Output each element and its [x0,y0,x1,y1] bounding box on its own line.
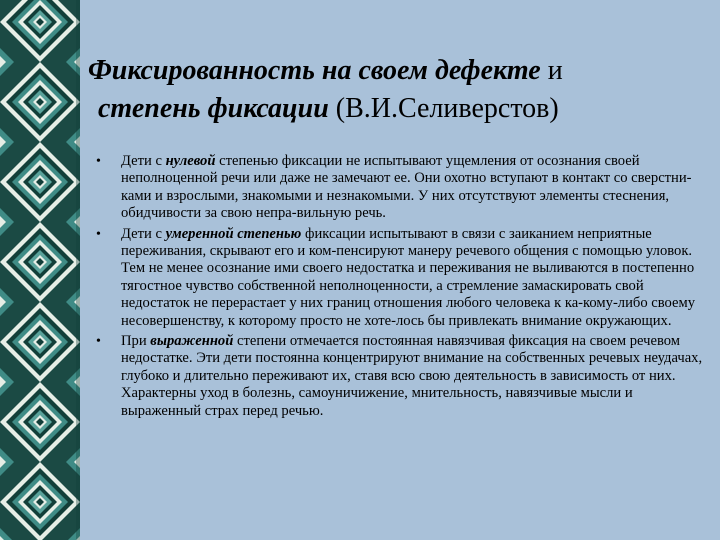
ornament-border [0,0,80,540]
bullet-list [96,153,708,423]
bullet-item-moderate-fixation [96,226,708,330]
bullet-text-after: степени отмечается постоянная навязчивая фиксация на своем речевом недостатке. Эти дети постоянна концентрируют внимание на собственных речевых неудачах, глубоко и длительно переживают их, ставя всю свою деятельность в зависимость от них. Характерны уход в болезнь, самоуничижение, мнительность, навязчивые мысли и выраженный страх перед речью. [121,333,703,419]
bullet-text-before: При [121,333,151,350]
bullet-item-zero-fixation [96,153,708,223]
bullet-text-after: степенью фиксации не испытывают ущемления от осознания своей неполноценной речи или даже не замечают ее. Они охотно вступают в контакт со сверстни-ками и взрослыми, знакомыми и незнакомыми. У них отсутствуют элементы стеснения, обидчивости за свою непра-вильную речь. [121,153,692,222]
slide-title [88,52,708,128]
bullet-emphasis: нулевой [165,153,216,169]
title-line-2-emphasis: степень фиксации [98,93,329,124]
title-line-2-plain: (В.И.Селиверстов) [328,93,559,124]
bullet-text-before: Дети с [121,225,166,242]
bullet-marker: • [96,226,101,242]
title-line-2 [88,90,708,128]
title-line-1-plain: и [540,55,563,86]
title-line-1 [88,52,708,90]
bullet-emphasis: умеренной степенью [165,225,302,242]
title-line-1-emphasis: Фиксированность на своем дефекте [88,55,541,86]
bullet-emphasis: выраженной [150,333,234,350]
bullet-marker: • [96,154,101,169]
slide-content [88,0,716,540]
bullet-marker: • [96,334,101,350]
bullet-text-after: фиксации испытывают в связи с заиканием неприятные переживания, скрывают его и ком-пенсируют манеру речевого общения с помощью уловок. Тем не менее осознание ими своего недостатка и переживания не выливаются в постепенно тягостное чувство собственной неполноценности, а стремление замаскировать свой недостаток не перерастает у них границ отношения любого человека к ка-кому-либо своему несовершенству, к которому просто не хоте-лось бы привлекать внимание окружающих. [121,225,696,329]
bullet-item-pronounced-fixation [96,333,708,420]
bullet-text-before: Дети с [121,153,166,169]
